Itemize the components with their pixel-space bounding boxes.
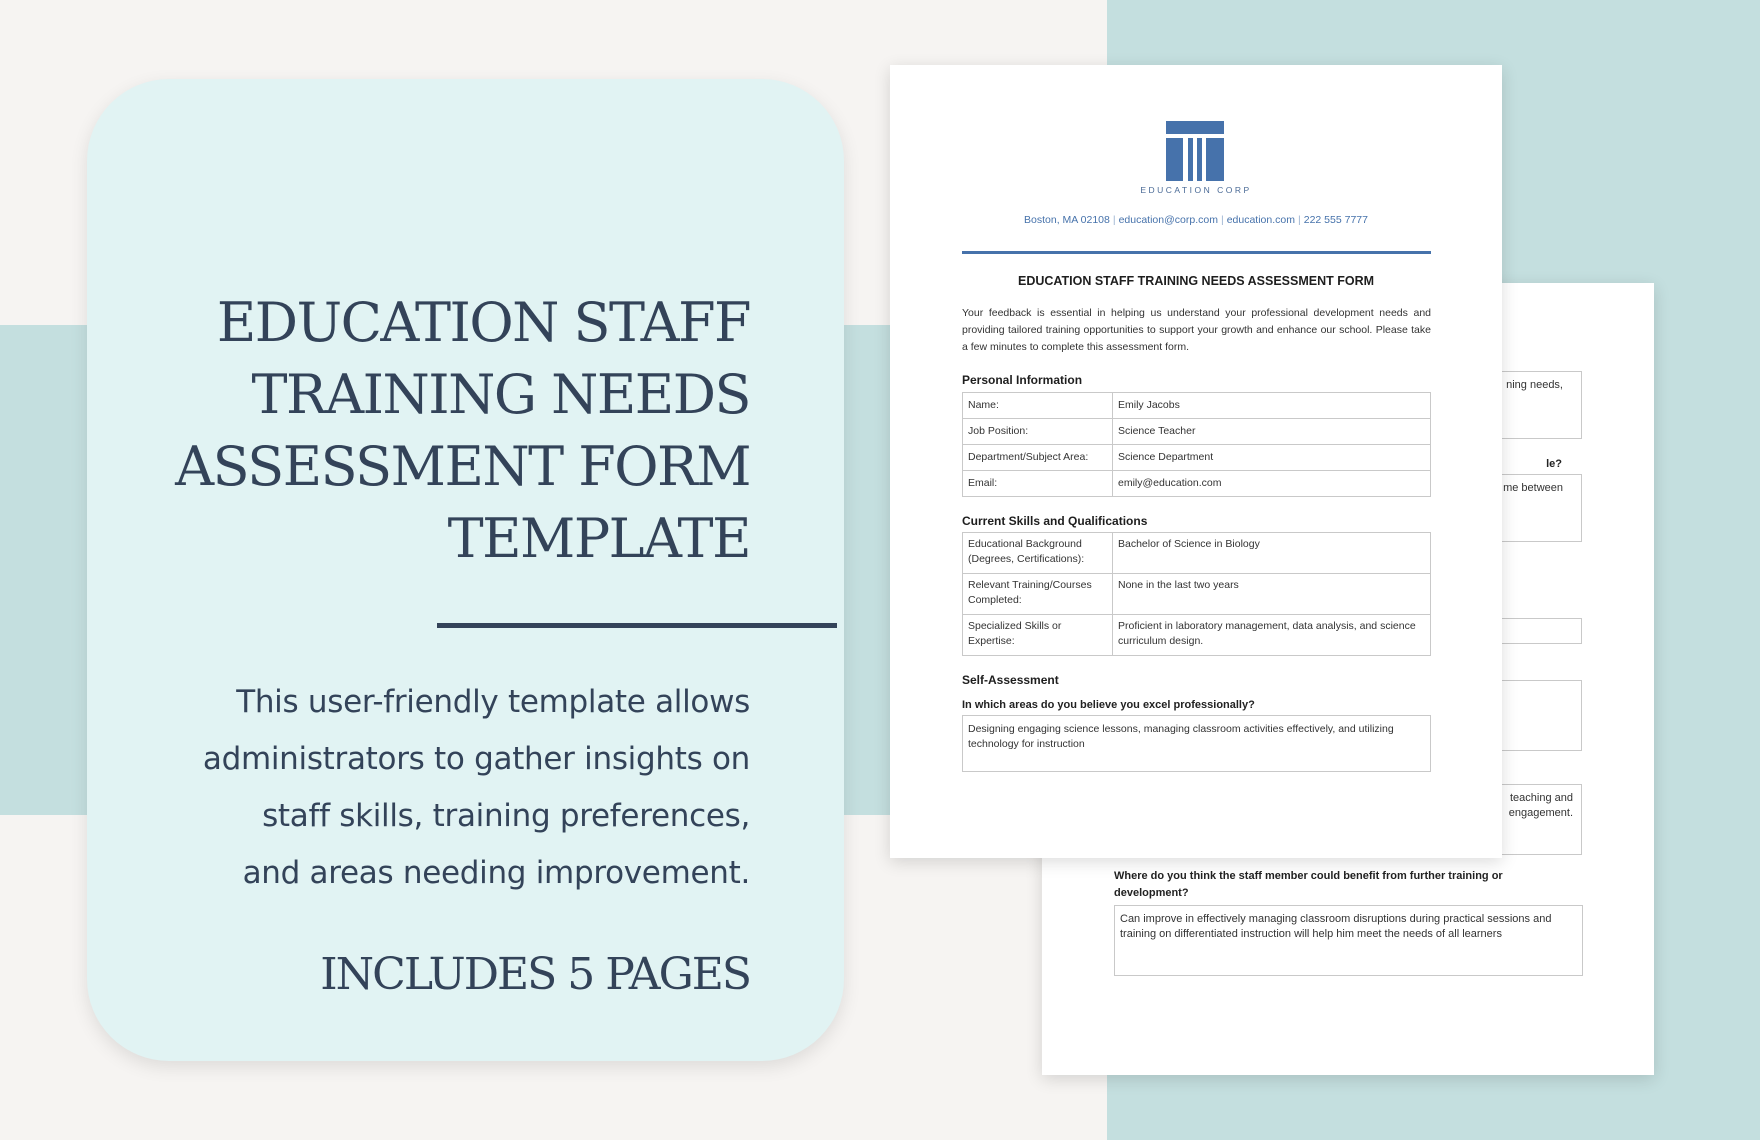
document-title: EDUCATION STAFF TRAINING NEEDS ASSESSMENT FORM (1017, 274, 1375, 288)
description-line: and areas needing improvement. (242, 855, 750, 891)
table-row (963, 533, 1431, 574)
header-divider (962, 251, 1431, 254)
field-value: Bachelor of Science in Biology (1113, 533, 1431, 574)
document-page-front (890, 65, 1502, 858)
description-line: administrators to gather insights on (202, 741, 750, 777)
field-label: Specialized Skills or Expertise: (963, 615, 1113, 656)
contact-line: Boston, MA 02108 | education@corp.com | education.com | 222 555 7777 (1024, 214, 1368, 226)
table-row (963, 471, 1431, 497)
intro-paragraph: Your feedback is essential in helping us understand your professional development needs and providing tailored training opportunities to support your growth and enhance our school. Please take a few minutes to complete this assessment form. (962, 307, 1431, 353)
contact-address: Boston, MA 02108 (1024, 214, 1110, 226)
skills-table (962, 532, 1431, 656)
title-divider (437, 623, 837, 628)
pillar-building-icon (1166, 121, 1224, 181)
description-line: This user-friendly template allows (236, 684, 750, 720)
field-label: Relevant Training/Courses Completed: (963, 574, 1113, 615)
page-count-label: INCLUDES 5 PAGES (320, 949, 750, 1000)
table-row (963, 393, 1431, 419)
field-label: Job Position: (963, 419, 1113, 445)
question-excel: In which areas do you believe you excel professionally? (962, 699, 1255, 711)
answer-excel: Designing engaging science lessons, managing classroom activities effectively, and utilizing technology for instruction (962, 715, 1431, 772)
answer-fragment: ning needs, (1506, 379, 1563, 391)
field-value: Science Department (1113, 445, 1431, 471)
title-line: TRAINING NEEDS (251, 363, 750, 426)
table-row (963, 445, 1431, 471)
table-row (963, 574, 1431, 615)
promo-card (87, 79, 844, 1061)
promo-title (130, 287, 750, 575)
contact-phone: 222 555 7777 (1303, 214, 1368, 226)
field-label: Name: (963, 393, 1113, 419)
section-heading-self-assessment: Self-Assessment (962, 673, 1059, 687)
field-value: emily@education.com (1113, 471, 1431, 497)
field-label: Department/Subject Area: (963, 445, 1113, 471)
field-value: Proficient in laboratory management, data analysis, and science curriculum design. (1113, 615, 1431, 656)
answer-fragment: teaching and (1510, 792, 1573, 804)
section-heading-skills: Current Skills and Qualifications (962, 514, 1148, 528)
contact-email: education@corp.com (1118, 214, 1218, 226)
company-name: EDUCATION CORP (1140, 185, 1252, 195)
field-value: None in the last two years (1113, 574, 1431, 615)
contact-website: education.com (1226, 214, 1295, 226)
field-value: Emily Jacobs (1113, 393, 1431, 419)
section-heading-personal: Personal Information (962, 373, 1083, 387)
title-line: EDUCATION STAFF (216, 291, 750, 354)
answer-fragment: engagement. (1508, 807, 1573, 819)
personal-info-table (962, 392, 1431, 497)
title-line: TEMPLATE (447, 507, 750, 570)
field-label: Email: (963, 471, 1113, 497)
table-row (963, 419, 1431, 445)
question-further-training: Where do you think the staff member could benefit from further training or development? (1114, 870, 1503, 899)
promo-description (110, 674, 750, 902)
question-fragment: le? (1546, 458, 1562, 470)
answer-fragment: me between (1503, 482, 1563, 494)
table-row (963, 615, 1431, 656)
field-label: Educational Background (Degrees, Certifications): (963, 533, 1113, 574)
description-line: staff skills, training preferences, (262, 798, 750, 834)
answer-further-training: Can improve in effectively managing classroom disruptions during practical sessions and training on differentiated instruction will help him meet the needs of all learners (1114, 905, 1583, 976)
field-value: Science Teacher (1113, 419, 1431, 445)
title-line: ASSESSMENT FORM (175, 435, 750, 498)
